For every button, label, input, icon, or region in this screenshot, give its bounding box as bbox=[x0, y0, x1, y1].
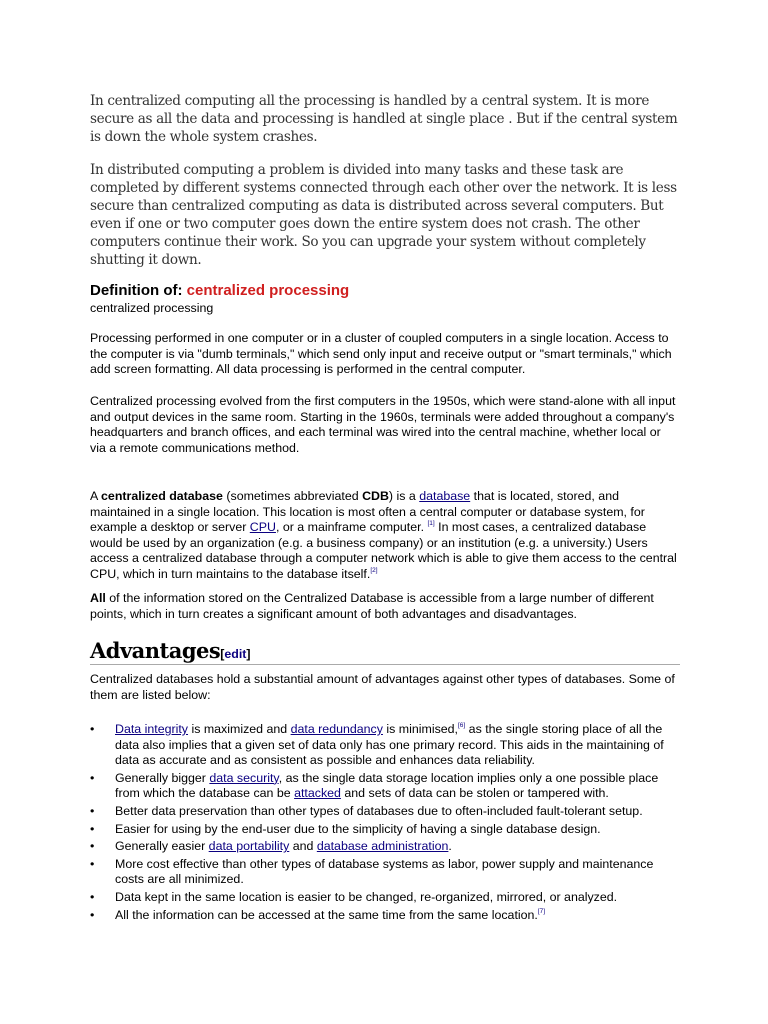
definition-paragraph-1: Processing performed in one computer or in a cluster of coupled computers in a single location. Access to the computer is via "dumb terminals," which send only input and receive output or "smart terminals," which add screen formatting. All data processing is performed in the central computer. bbox=[90, 331, 672, 377]
definition-paragraph-2: Centralized processing evolved from the first computers in the 1950s, which were stand-alone with all input and output devices in the same room. Starting in the 1960s, terminals were added throughout a company's headquarters and branch offices, and each terminal was wired into the central machine, whether local or via a remote communications method. bbox=[90, 394, 676, 455]
bullet-icon: • bbox=[90, 839, 95, 854]
cdb-text: that is located, stored, and maintained in a single location. This location is most often a central computer or database system, for example a desktop or server bbox=[90, 489, 645, 535]
advantages-list bbox=[90, 722, 680, 925]
definition-label: Definition of: bbox=[90, 282, 183, 299]
list-item bbox=[90, 908, 680, 924]
edit-link[interactable]: edit bbox=[224, 647, 247, 661]
edit-section bbox=[220, 647, 250, 661]
item-text: and sets of data can be stolen or tampered with. bbox=[340, 786, 609, 801]
cdb-bold-term: centralized database bbox=[101, 489, 223, 503]
data-redundancy-link[interactable]: data redundancy bbox=[290, 722, 383, 736]
bullet-icon: • bbox=[90, 770, 95, 785]
list-item bbox=[90, 804, 680, 820]
list-item bbox=[90, 857, 680, 888]
heading-divider bbox=[90, 664, 680, 665]
item-text: as the single storing place of all the data also implies that a given set of data only has one primary record. This aids in the maintaining of data as accurate and as consistent as possible and enhances data reliability. bbox=[115, 722, 664, 768]
list-item bbox=[90, 722, 680, 769]
citation-link-2[interactable]: [2] bbox=[370, 566, 378, 574]
citation-link-1[interactable]: [1] bbox=[427, 520, 435, 528]
list-item bbox=[90, 890, 680, 906]
cdb-text: In most cases, a centralized database would be used by an organization (e.g. a business company) or an institution (e.g. a university.) Users access a centralized database through a computer network which is able to give them access to the central CPU, which in turn maintains to the database itself. bbox=[90, 520, 677, 581]
bullet-icon: • bbox=[90, 722, 95, 736]
item-text: Better data preservation than other types of databases due to often-included fault-tolerant setup. bbox=[115, 803, 643, 818]
bullet-icon: • bbox=[90, 907, 95, 922]
advantages-heading bbox=[90, 638, 680, 663]
database-administration-link[interactable]: database administration bbox=[316, 839, 449, 854]
item-text: , as the single data storage location implies only a one possible place from which the database can be bbox=[115, 770, 659, 801]
bullet-icon: • bbox=[90, 856, 95, 871]
all-text: of the information stored on the Centralized Database is accessible from a large number of different points, which in turn creates a significant amount of both advantages and disadvantages. bbox=[90, 591, 654, 621]
data-integrity-link[interactable]: Data integrity bbox=[115, 722, 189, 736]
list-item bbox=[90, 839, 680, 855]
definition-subterm: centralized processing bbox=[90, 301, 214, 315]
list-item bbox=[90, 822, 680, 838]
item-text: Easier for using by the end-user due to the simplicity of having a single database design. bbox=[115, 821, 601, 836]
item-text: Data kept in the same location is easier to be changed, re-organized, mirrored, or analyzed. bbox=[115, 889, 618, 904]
edit-bracket-close: ] bbox=[246, 647, 251, 661]
item-text: and bbox=[289, 839, 317, 854]
item-text: All the information can be accessed at the same time from the same location. bbox=[115, 907, 538, 922]
item-text: is maximized and bbox=[188, 722, 291, 736]
item-text: is minimised, bbox=[382, 722, 458, 736]
intro-paragraph-distributed: In distributed computing a problem is divided into many tasks and these task are completed by different systems connected through each other over the network. It is less secure than centralized computing as data is distributed across several computers. But even if one or two computer goes down the entire system does not crash. The other computers continue their work. So you can upgrade your system without completely shutting it down. bbox=[90, 162, 677, 268]
item-text: More cost effective than other types of database systems as labor, power supply and maintenance costs are all minimized. bbox=[115, 856, 654, 887]
list-item bbox=[90, 771, 680, 802]
database-link[interactable]: database bbox=[419, 489, 471, 503]
cdb-text: ) is a bbox=[388, 489, 420, 503]
intro-paragraph-centralized: In centralized computing all the processing is handled by a central system. It is more secure as all the data and processing is handled at single place . But if the central system is down the whole system crashes. bbox=[90, 93, 678, 145]
cdb-text: (sometimes abbreviated bbox=[222, 489, 363, 503]
data-security-link[interactable]: data security bbox=[209, 770, 279, 785]
bullet-icon: • bbox=[90, 889, 95, 904]
item-text: Generally bigger bbox=[115, 770, 210, 785]
all-bold: All bbox=[90, 591, 106, 605]
data-portability-link[interactable]: data portability bbox=[208, 839, 290, 854]
citation-link-6[interactable]: [6] bbox=[458, 722, 466, 729]
cdb-text: A bbox=[90, 489, 102, 503]
item-text: . bbox=[448, 839, 452, 854]
citation-link-7[interactable]: [7] bbox=[537, 907, 546, 915]
item-text: Generally easier bbox=[115, 839, 209, 854]
bullet-icon: • bbox=[90, 821, 95, 836]
advantages-intro: Centralized databases hold a substantial amount of advantages against other types of databases. Some of them are listed below: bbox=[90, 672, 675, 702]
advantages-title: Advantages bbox=[90, 638, 221, 663]
cdb-text: , or a mainframe computer. bbox=[275, 520, 428, 535]
cdb-paragraph bbox=[90, 489, 680, 583]
attacked-link[interactable]: attacked bbox=[294, 786, 341, 801]
definition-heading bbox=[90, 282, 349, 299]
definition-term: centralized processing bbox=[186, 282, 350, 299]
all-paragraph bbox=[90, 591, 680, 622]
cdb-abbrev: CDB bbox=[362, 489, 389, 503]
bullet-icon: • bbox=[90, 803, 95, 818]
cpu-link[interactable]: CPU bbox=[249, 520, 276, 535]
edit-bracket-open: [ bbox=[220, 647, 225, 661]
